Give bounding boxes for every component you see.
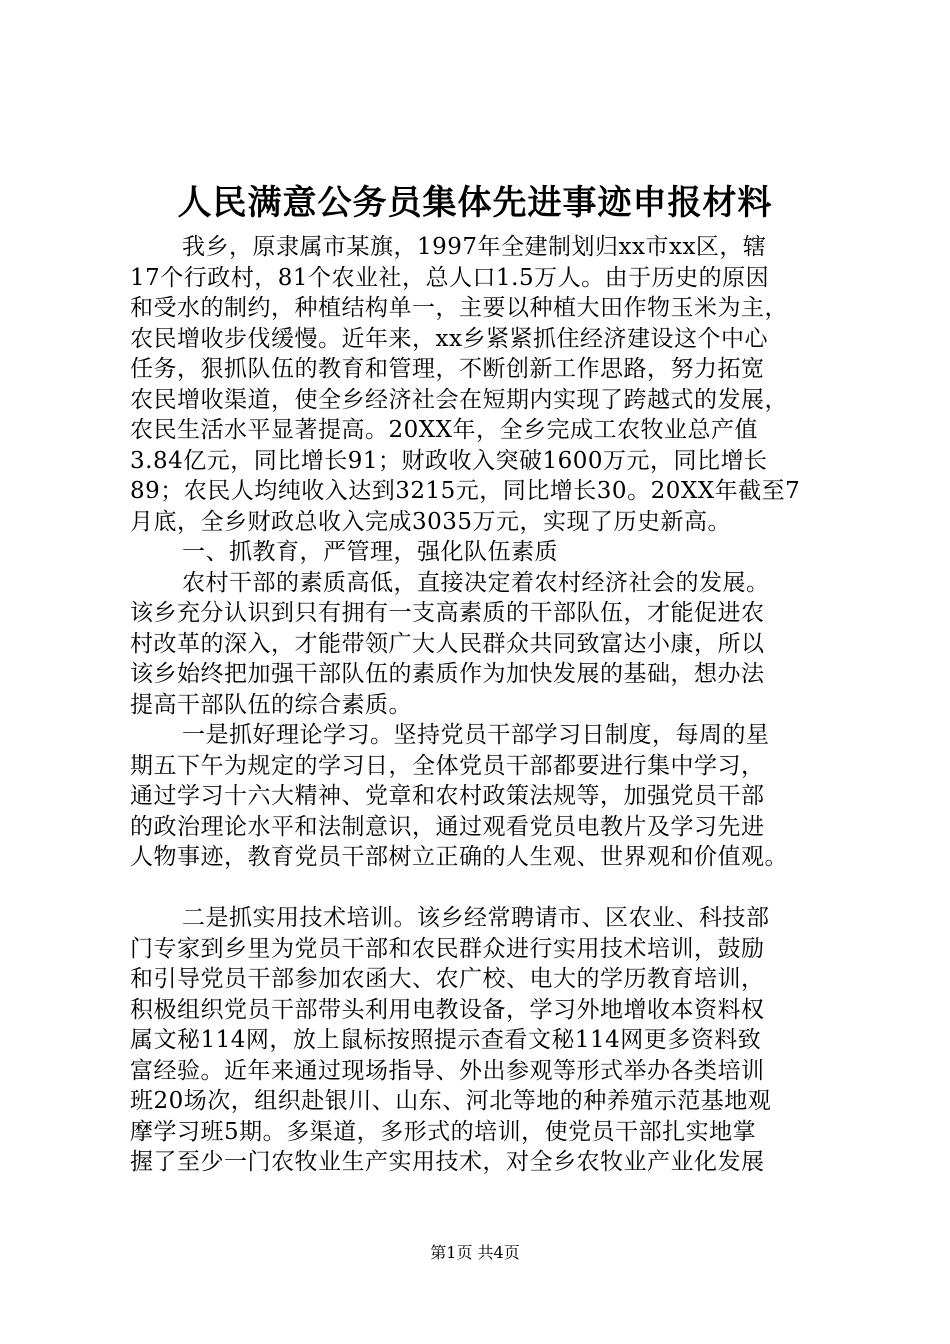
paragraph-line: 17个行政村，81个农业社，总人口1.5万人。由于历史的原因: [130, 264, 770, 291]
document-body: [130, 232, 830, 1178]
paragraph-line: 提高干部队伍的综合素质。: [130, 691, 412, 718]
paragraph-line: 期五下午为规定的学习日，全体党员干部都要进行集中学习，: [130, 752, 765, 779]
paragraph-line: 我乡，原隶属市某旗，1997年全建制划归xx市xx区，辖: [182, 234, 767, 260]
paragraph-line: 一是抓好理论学习。坚持党员干部学习日制度，每周的星: [182, 722, 770, 748]
paragraph-line: 3.84亿元，同比增长91；财政收入突破1600万元，同比增长: [130, 447, 768, 474]
paragraph-line: 门专家到乡里为党员干部和农民群众进行实用技术培训，鼓励: [130, 935, 765, 962]
paragraph-line: 通过学习十六大精神、党章和农村政策法规等，加强党员干部: [130, 783, 765, 809]
paragraph-line: 农民增收渠道，使全乡经济社会在短期内实现了跨越式的发展，: [130, 386, 788, 413]
paragraph-line: 的政治理论水平和法制意识，通过观看党员电教片及学习先进: [130, 813, 765, 840]
paragraph-line: 该乡充分认识到只有拥有一支高素质的干部队伍，才能促进农: [130, 600, 765, 626]
paragraph-line: 人物事迹，教育党员干部树立正确的人生观、世界观和价值观。: [130, 844, 788, 870]
document-title: 人民满意公务员集体先进事迹申报材料: [177, 183, 773, 223]
paragraph-line: 农村干部的素质高低，直接决定着农村经济社会的发展。: [182, 569, 770, 596]
paragraph-line: 摩学习班5期。多渠道，多形式的培训，使党员干部扎实地掌: [130, 1118, 757, 1145]
paragraph-line: 任务，狠抓队伍的教育和管理，不断创新工作思路，努力拓宽: [130, 356, 765, 382]
paragraph-line: 班20场次，组织赴银川、山东、河北等地的种养殖示范基地观: [130, 1088, 772, 1114]
paragraph-line: 村改革的深入，才能带领广大人民群众共同致富达小康，所以: [130, 630, 765, 657]
paragraph-line: 该乡始终把加强干部队伍的素质作为加快发展的基础，想办法: [130, 661, 765, 687]
paragraph-line: 和受水的制约，种植结构单一，主要以种植大田作物玉米为主，: [130, 295, 788, 321]
paragraph-line: 月底，全乡财政总收入完成3035万元，实现了历史新高。: [130, 508, 732, 535]
paragraph-line: 89；农民人均纯收入达到3215元，同比增长30。20XX年截至7: [130, 478, 801, 504]
section-heading: 一、抓教育，严管理，强化队伍素质: [182, 539, 558, 565]
paragraph-line: 和引导党员干部参加农函大、农广校、电大的学历教育培训，: [130, 966, 765, 992]
paragraph-line: 富经验。近年来通过现场指导、外出参观等形式举办各类培训: [130, 1057, 765, 1084]
page-number-footer: 第1页 共4页: [430, 1243, 520, 1262]
paragraph-spacer: [130, 873, 830, 904]
paragraph-line: 积极组织党员干部带头利用电教设备，学习外地增收本资料权: [130, 996, 765, 1023]
paragraph-line: 握了至少一门农牧业生产实用技术，对全乡农牧业产业化发展: [130, 1149, 765, 1175]
paragraph-line: 农民生活水平显著提高。20XX年，全乡完成工农牧业总产值: [130, 417, 759, 443]
paragraph-line: 农民增收步伐缓慢。近年来，xx乡紧紧抓住经济建设这个中心: [130, 325, 768, 352]
paragraph-line: 属文秘114网，放上鼠标按照提示查看文秘114网更多资料致: [130, 1027, 762, 1053]
paragraph-line: 二是抓实用技术培训。该乡经常聘请市、区农业、科技部: [182, 905, 770, 931]
